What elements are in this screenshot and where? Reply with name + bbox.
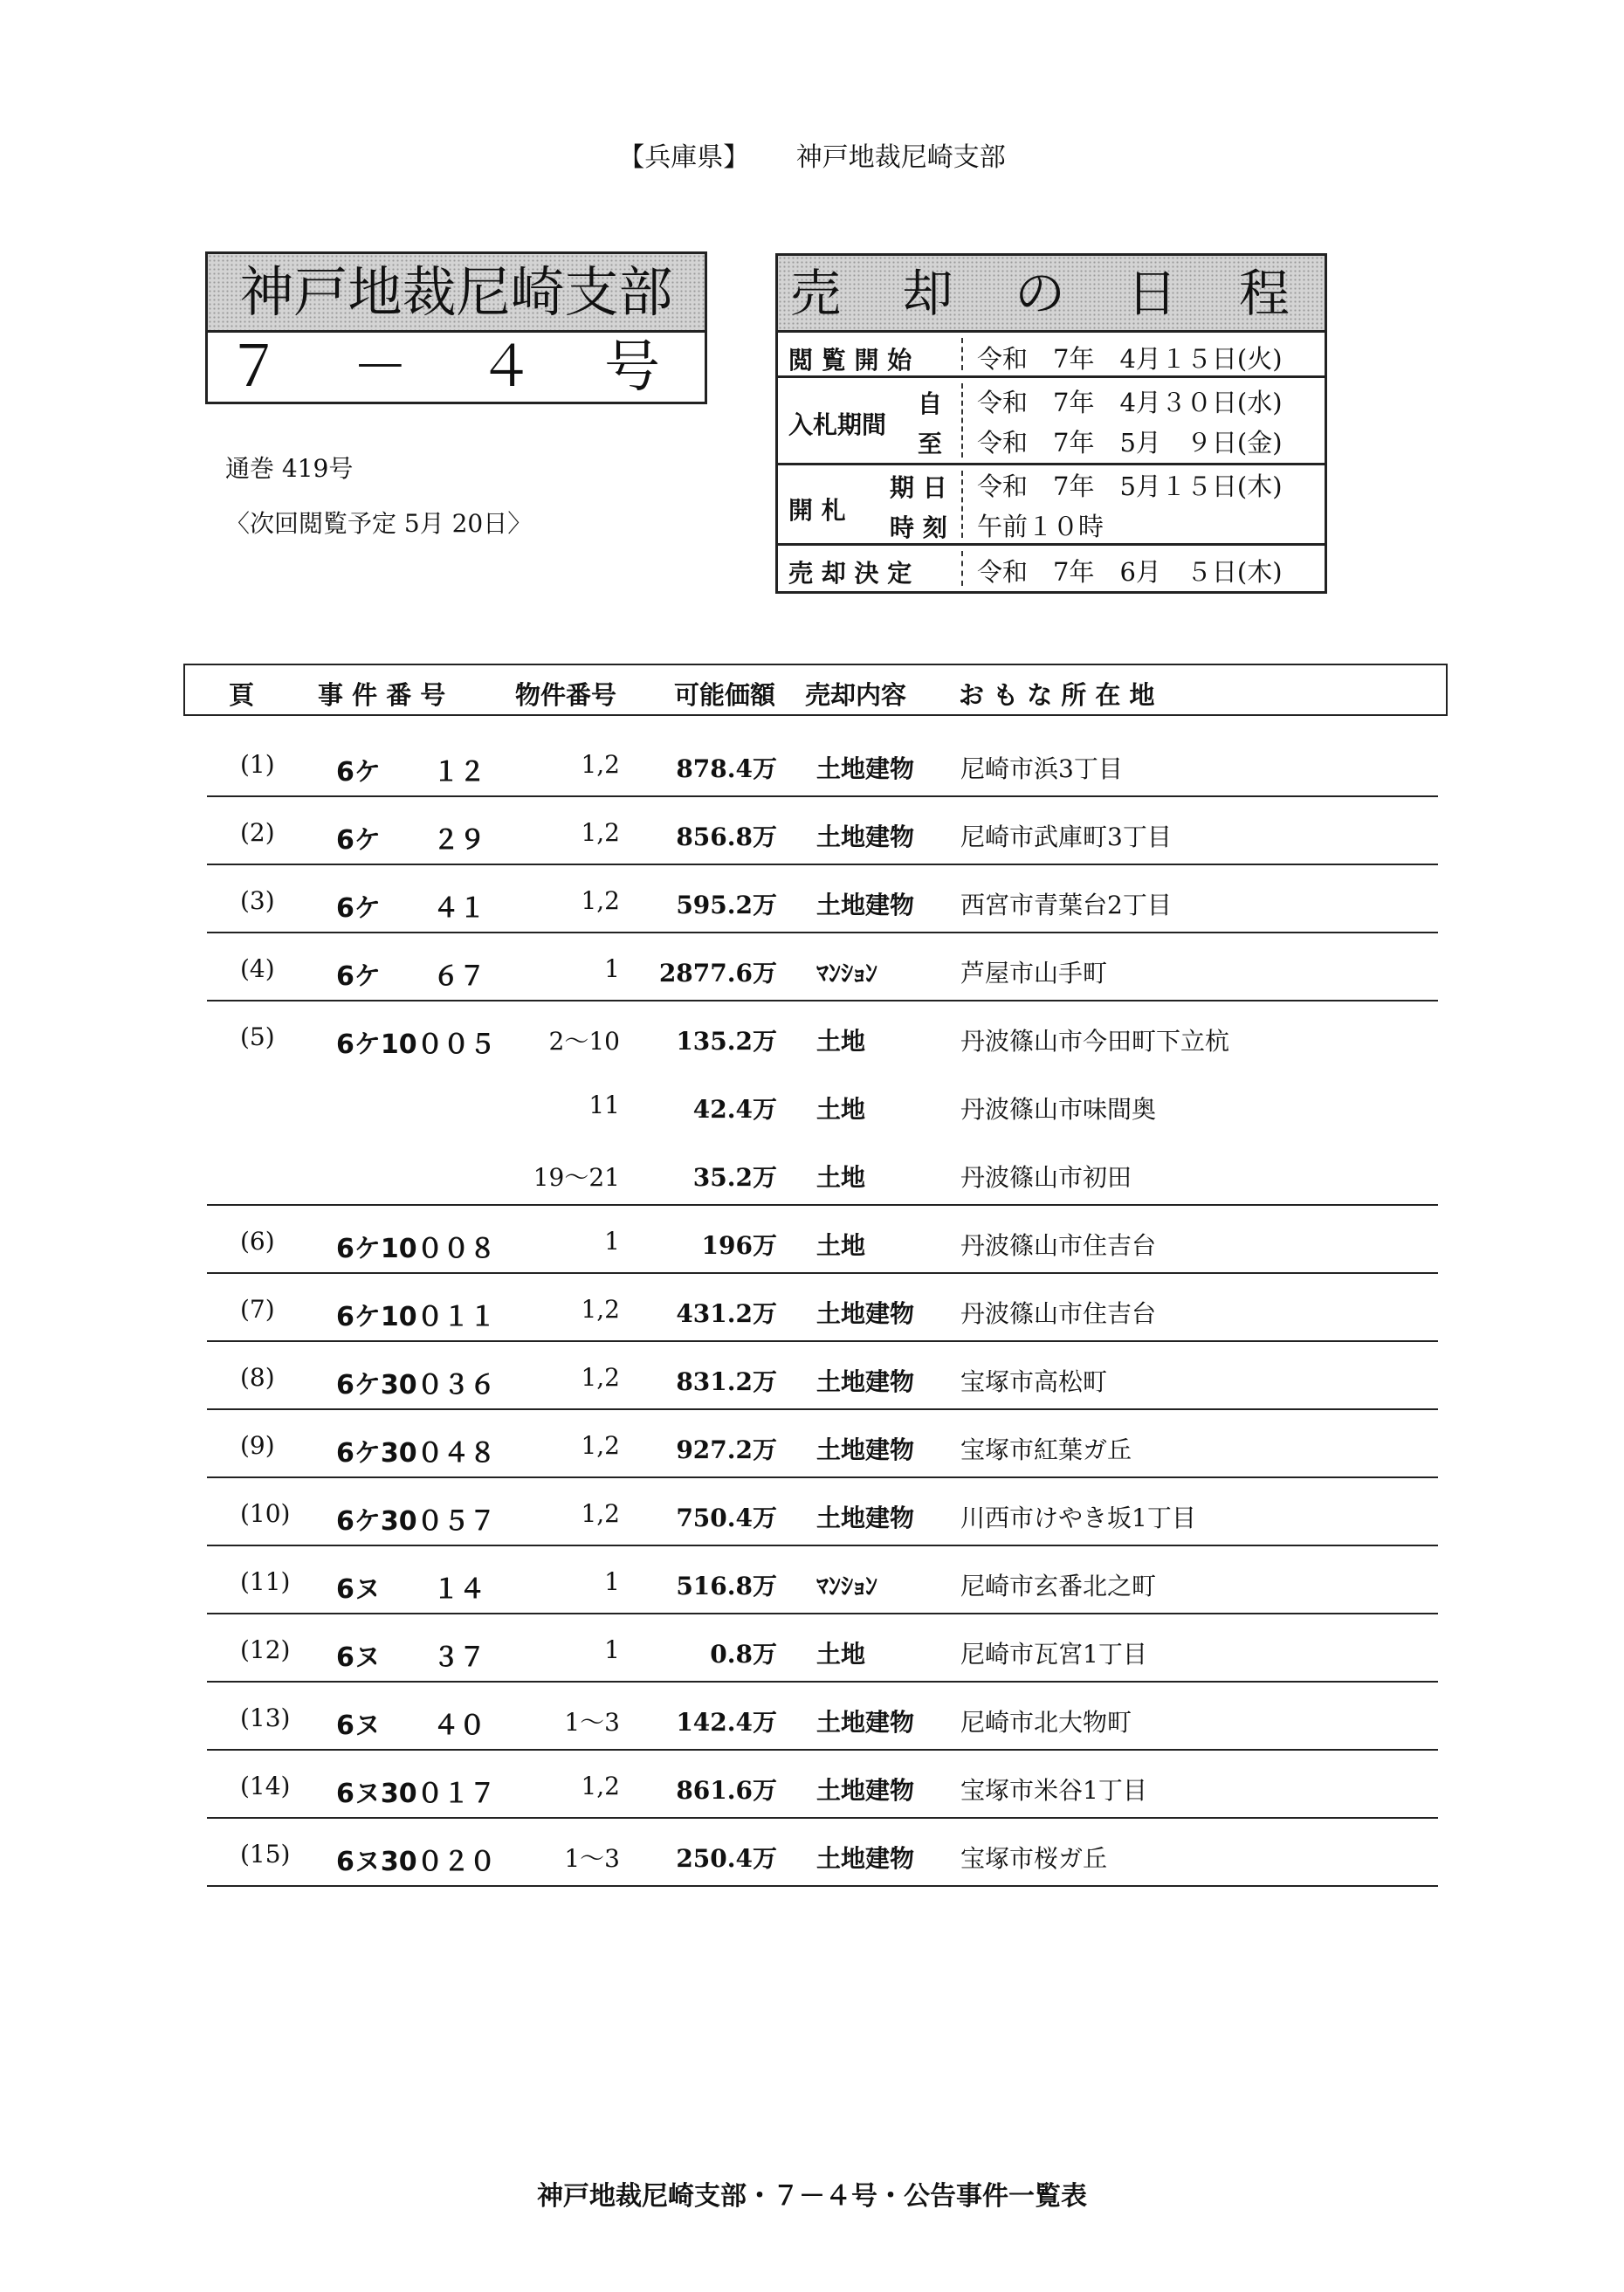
page-header <box>0 135 1624 174</box>
court-title-box <box>205 251 707 404</box>
cell-price: 431.2万 <box>676 1299 777 1328</box>
cell-page: (13) <box>240 1704 291 1732</box>
cell-case: 6ヌ １４ <box>336 1574 485 1605</box>
opening-time: 午前１０時 <box>977 512 1104 541</box>
cell-location: 宝塚市桜ガ丘 <box>960 1844 1108 1873</box>
table-row <box>0 1614 1624 1683</box>
opening-date-label: 期 日 <box>890 473 947 502</box>
cell-page: (9) <box>240 1431 275 1460</box>
cell-page: (12) <box>240 1635 291 1664</box>
cell-price: 0.8万 <box>710 1640 777 1669</box>
cell-page: (8) <box>240 1363 275 1392</box>
cell-item: 1,2 <box>581 818 620 847</box>
cell-type: 土地建物 <box>816 1435 915 1464</box>
cell-item: 1～3 <box>564 1844 620 1873</box>
sale-decision-date: 令和 7年 6月 ５日(木) <box>977 557 1283 587</box>
cell-case: 6ケ30０５７ <box>336 1506 496 1537</box>
cell-page: (14) <box>240 1772 291 1800</box>
cell-page: (5) <box>240 1022 275 1051</box>
cell-case: 6ケ10００８ <box>336 1234 496 1264</box>
row-divider <box>207 1885 1438 1887</box>
table-row <box>0 933 1624 1001</box>
cell-page: (15) <box>240 1840 291 1869</box>
table-row <box>0 1683 1624 1751</box>
cell-type: 土地 <box>816 1027 866 1056</box>
cell-item: 1,2 <box>581 1363 620 1392</box>
cell-case: 6ケ10０１１ <box>336 1302 496 1332</box>
cell-page: (11) <box>240 1567 291 1596</box>
court-name: 神戸地裁尼崎支部 <box>208 254 705 333</box>
issue-number: ７ － ４ 号 <box>225 335 687 400</box>
table-row <box>0 1070 1624 1138</box>
cell-price: 831.2万 <box>676 1367 777 1396</box>
cell-price: 250.4万 <box>676 1844 777 1873</box>
cell-price: 196万 <box>701 1231 777 1260</box>
cell-location: 尼崎市瓦宮1丁目 <box>960 1640 1147 1669</box>
table-row <box>0 1410 1624 1478</box>
court-label: 神戸地裁尼崎支部 <box>795 142 1006 173</box>
cell-type: 土地 <box>816 1163 866 1192</box>
header-location: お も な 所 在 地 <box>959 680 1155 710</box>
cell-price: 856.8万 <box>676 823 777 851</box>
cell-type: 土地建物 <box>816 754 915 783</box>
table-row <box>0 1819 1624 1887</box>
cell-location: 川西市けやき坂1丁目 <box>960 1504 1196 1532</box>
schedule-row-decision <box>778 546 1325 591</box>
opening-date: 令和 7年 5月１５日(木) <box>977 471 1283 501</box>
schedule-row-viewing <box>778 333 1325 378</box>
cell-page: (7) <box>240 1295 275 1324</box>
cell-price: 35.2万 <box>692 1163 777 1192</box>
table-row <box>0 1342 1624 1410</box>
cell-type: ﾏﾝｼｮﾝ <box>816 959 878 988</box>
cell-type: 土地建物 <box>816 891 915 919</box>
opening-label: 開 札 <box>788 496 846 525</box>
cell-price: 516.8万 <box>676 1572 777 1600</box>
volume-number: 通巻 419号 <box>225 454 354 483</box>
cell-item: 1,2 <box>581 1499 620 1528</box>
cell-type: 土地建物 <box>816 1844 915 1873</box>
cell-location: 丹波篠山市味間奥 <box>960 1095 1157 1124</box>
cell-location: 尼崎市武庫町3丁目 <box>960 823 1172 851</box>
cell-case: 6ケ １２ <box>336 757 485 788</box>
bid-from-date: 令和 7年 4月３０日(水) <box>977 388 1283 417</box>
cell-item: 19～21 <box>533 1163 620 1192</box>
cell-price: 927.2万 <box>676 1435 777 1464</box>
next-viewing: 〈次回閲覧予定 5月 20日〉 <box>225 509 533 538</box>
cell-item: 1,2 <box>581 750 620 779</box>
cell-price: 750.4万 <box>676 1504 777 1532</box>
cell-page: (4) <box>240 954 275 983</box>
cell-page: (2) <box>240 818 275 847</box>
cell-case: 6ケ30０４８ <box>336 1438 496 1469</box>
cell-case: 6ヌ30０１７ <box>336 1779 496 1809</box>
bid-period-label: 入札期間 <box>788 410 887 439</box>
cell-item: 1,2 <box>581 886 620 915</box>
viewing-start-label: 閲 覧 開 始 <box>788 346 912 375</box>
cell-page: (10) <box>240 1499 291 1528</box>
cell-location: 宝塚市高松町 <box>960 1367 1108 1396</box>
cell-location: 丹波篠山市今田町下立杭 <box>960 1027 1230 1056</box>
header-price: 可能価額 <box>674 680 776 710</box>
cell-location: 丹波篠山市住吉台 <box>960 1231 1157 1260</box>
table-row <box>0 865 1624 933</box>
cell-price: 135.2万 <box>676 1027 777 1056</box>
cell-item: 11 <box>588 1091 620 1119</box>
cell-item: 1,2 <box>581 1295 620 1324</box>
cell-page: (3) <box>240 886 275 915</box>
cell-type: 土地 <box>816 1640 866 1669</box>
table-header <box>183 664 1448 716</box>
table-row <box>0 1274 1624 1342</box>
cell-item: 1 <box>604 954 620 983</box>
table-row <box>0 729 1624 797</box>
table-row <box>0 1001 1624 1070</box>
cell-location: 宝塚市紅葉ガ丘 <box>960 1435 1132 1464</box>
cell-case: 6ケ10００５ <box>336 1029 496 1060</box>
cell-location: 西宮市青葉台2丁目 <box>960 891 1172 919</box>
table-row <box>0 797 1624 865</box>
table-row <box>0 1206 1624 1274</box>
table-row <box>0 1546 1624 1614</box>
cell-type: 土地建物 <box>816 1299 915 1328</box>
cell-case: 6ケ30０３６ <box>336 1370 496 1401</box>
schedule-title: 売 却 の 日 程 <box>778 256 1325 333</box>
cell-location: 芦屋市山手町 <box>960 959 1108 988</box>
cell-price: 861.6万 <box>676 1776 777 1805</box>
cell-type: 土地 <box>816 1231 866 1260</box>
cell-case: 6ヌ30０２０ <box>336 1847 496 1877</box>
schedule-row-bid <box>778 378 1325 465</box>
page-footer: 神戸地裁尼崎支部・７－４号・公告事件一覧表 <box>537 2181 1087 2212</box>
cell-page: (6) <box>240 1227 275 1256</box>
header-item: 物件番号 <box>515 680 617 710</box>
table-row <box>0 1751 1624 1819</box>
sale-decision-label: 売 却 決 定 <box>788 559 912 588</box>
cell-type: 土地 <box>816 1095 866 1124</box>
cell-item: 1 <box>604 1635 620 1664</box>
cell-case: 6ヌ ４０ <box>336 1710 485 1741</box>
cell-type: 土地建物 <box>816 1708 915 1737</box>
cell-price: 42.4万 <box>692 1095 777 1124</box>
cell-case: 6ケ ４１ <box>336 893 485 924</box>
cell-price: 878.4万 <box>676 754 777 783</box>
table-row <box>0 1478 1624 1546</box>
cell-item: 2～10 <box>548 1027 620 1056</box>
cell-item: 1～3 <box>564 1708 620 1737</box>
sale-schedule-box <box>775 253 1327 594</box>
bid-to-date: 令和 7年 5月 ９日(金) <box>977 428 1283 458</box>
cell-location: 丹波篠山市住吉台 <box>960 1299 1157 1328</box>
cell-type: 土地建物 <box>816 823 915 851</box>
viewing-start-date: 令和 7年 4月１５日(火) <box>977 344 1283 374</box>
cell-item: 1,2 <box>581 1772 620 1800</box>
opening-time-label: 時 刻 <box>890 513 947 542</box>
cell-location: 丹波篠山市初田 <box>960 1163 1132 1192</box>
cell-location: 尼崎市北大物町 <box>960 1708 1132 1737</box>
header-type: 売却内容 <box>805 680 907 710</box>
header-page: 頁 <box>229 680 255 710</box>
bid-to-label: 至 <box>918 430 943 458</box>
cell-price: 595.2万 <box>676 891 777 919</box>
cell-type: 土地建物 <box>816 1367 915 1396</box>
cell-case: 6ケ ２９ <box>336 825 485 856</box>
table-row <box>0 1138 1624 1206</box>
cell-type: 土地建物 <box>816 1504 915 1532</box>
bid-from-label: 自 <box>918 389 943 418</box>
cell-page: (1) <box>240 750 275 779</box>
cell-location: 尼崎市玄番北之町 <box>960 1572 1157 1600</box>
cell-item: 1 <box>604 1567 620 1596</box>
cell-location: 宝塚市米谷1丁目 <box>960 1776 1147 1805</box>
cell-case: 6ヌ ３７ <box>336 1642 485 1673</box>
cell-location: 尼崎市浜3丁目 <box>960 754 1123 783</box>
schedule-row-opening <box>778 465 1325 546</box>
prefecture-label: 【兵庫県】 <box>618 142 750 173</box>
cell-case: 6ケ ６７ <box>336 961 485 992</box>
header-case: 事 件 番 号 <box>318 680 446 710</box>
cell-item: 1 <box>604 1227 620 1256</box>
cell-item: 1,2 <box>581 1431 620 1460</box>
cell-type: ﾏﾝｼｮﾝ <box>816 1572 878 1600</box>
cell-price: 2877.6万 <box>658 959 777 988</box>
cell-price: 142.4万 <box>676 1708 777 1737</box>
cell-type: 土地建物 <box>816 1776 915 1805</box>
